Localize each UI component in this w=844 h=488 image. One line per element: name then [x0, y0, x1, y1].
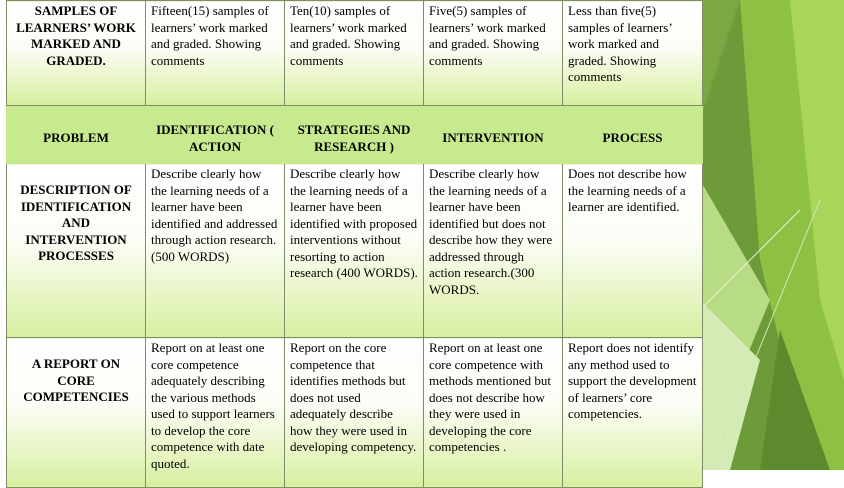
table-row	[7, 338, 703, 488]
rubric-cell: Describe clearly how the learning needs of a learner have been identified and addressed through action research.(500 WORDS)	[146, 164, 285, 338]
column-header-problem: PROBLEM	[7, 106, 146, 164]
table-row	[7, 106, 703, 164]
rubric-cell: Report on the core competence that identifies methods but does not used adequately describe how they were used in developing competency.	[285, 338, 424, 488]
rubric-cell: Report on at least one core competence with methods mentioned but does not describe how they were used in developing the core competencies .	[424, 338, 563, 488]
rubric-cell: Does not describe how the learning needs of a learner are identified.	[563, 164, 703, 338]
rubric-cell: Ten(10) samples of learners’ work marked and graded. Showing comments	[285, 1, 424, 106]
column-header: INTERVENTION	[424, 106, 563, 164]
rubric-table	[6, 0, 703, 488]
table-row	[7, 164, 703, 338]
column-header: PROCESS	[563, 106, 703, 164]
rubric-cell: Describe clearly how the learning needs of a learner have been identified but does not describe how they were addressed through action research.(300 WORDS.	[424, 164, 563, 338]
green-decoration	[700, 0, 844, 487]
table-row	[7, 1, 703, 106]
column-header: STRATEGIES AND RESEARCH )	[285, 106, 424, 164]
column-header: IDENTIFICATION ( ACTION	[146, 106, 285, 164]
row-header: DESCRIPTION OF IDENTIFICATION AND INTERVENTION PROCESSES	[7, 164, 146, 338]
rubric-cell: Report does not identify any method used to support the development of learners’ core competencies.	[563, 338, 703, 488]
rubric-cell: Less than five(5) samples of learners’ work marked and graded. Showing comments	[563, 1, 703, 106]
rubric-cell: Report on at least one core competence adequately describing the various methods used to support learners to develop the core competence with date quoted.	[146, 338, 285, 488]
rubric-cell: Fifteen(15) samples of learners’ work marked and graded. Showing comments	[146, 1, 285, 106]
row-header: SAMPLES OF LEARNERS’ WORK MARKED AND GRADED.	[7, 1, 146, 106]
rubric-cell: Five(5) samples of learners’ work marked and graded. Showing comments	[424, 1, 563, 106]
row-header: A REPORT ON CORE COMPETENCIES	[7, 338, 146, 488]
rubric-cell: Describe clearly how the learning needs of a learner have been identified with proposed interventions without resorting to action research (400 WORDS).	[285, 164, 424, 338]
